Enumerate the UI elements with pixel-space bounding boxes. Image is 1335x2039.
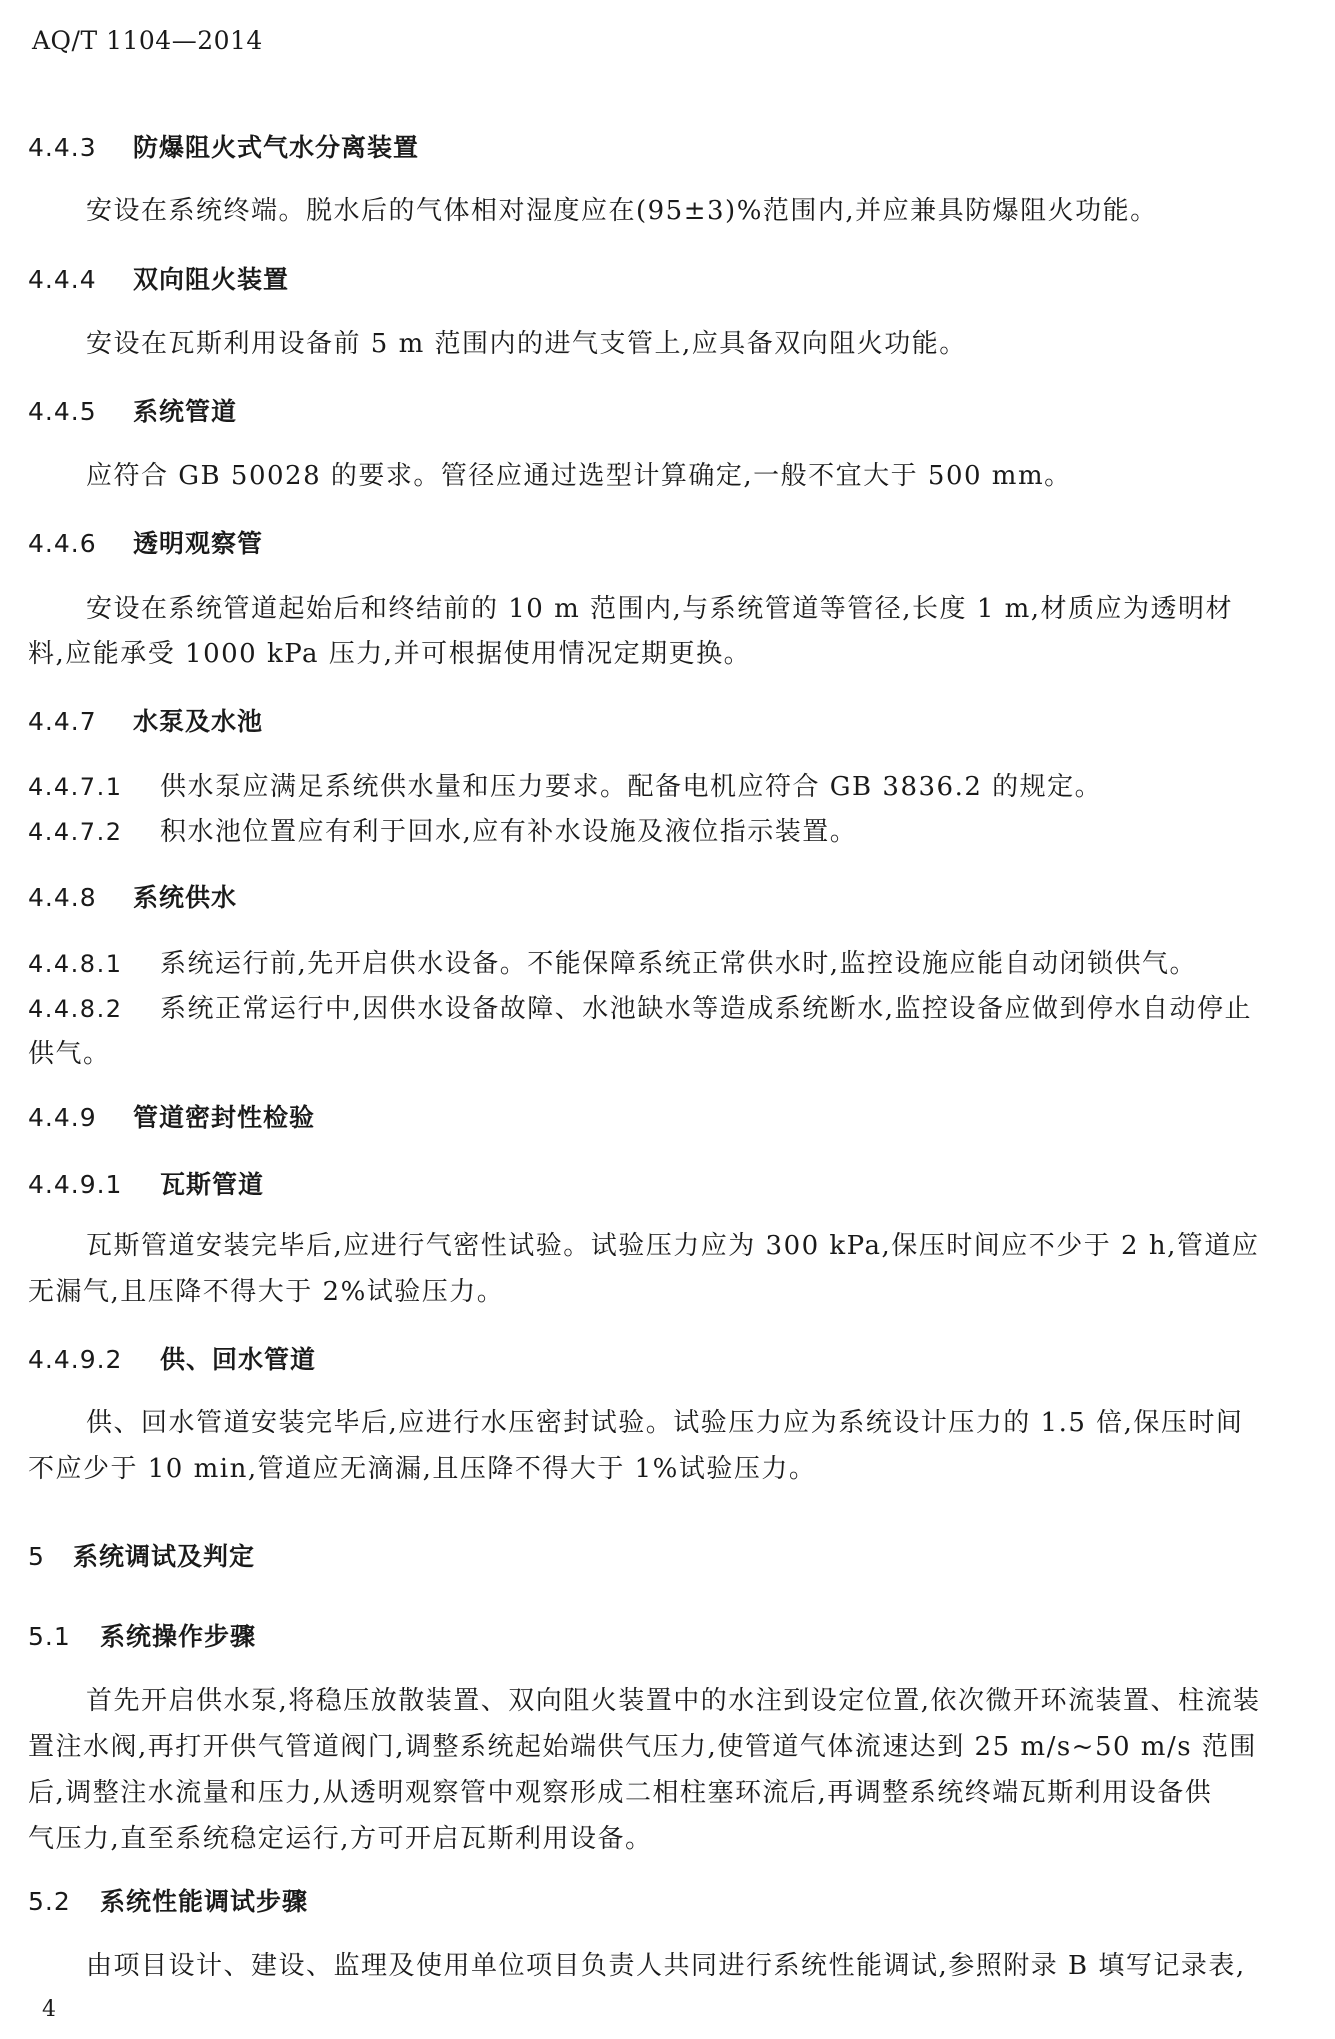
- heading-number: 4.4.5: [28, 397, 97, 426]
- paragraph-line: 安设在系统管道起始后和终结前的 10 m 范围内,与系统管道等管径,长度 1 m,材质应为透明材: [86, 594, 1234, 624]
- heading-title: 管道密封性检验: [133, 1103, 316, 1132]
- heading-4-4-9-2: [28, 1340, 316, 1376]
- clause-4-4-8-2: [28, 988, 1252, 1025]
- page-number: 4: [42, 1997, 56, 2022]
- paragraph-line: 由项目设计、建设、监理及使用单位项目负责人共同进行系统性能调试,参照附录 B 填写记录表,: [86, 1951, 1246, 1981]
- clause-4-4-7-2: [28, 811, 857, 848]
- paragraph-line: 不应少于 10 min,管道应无滴漏,且压降不得大于 1%试验压力。: [28, 1454, 817, 1484]
- paragraph-line: 供、回水管道安装完毕后,应进行水压密封试验。试验压力应为系统设计压力的 1.5 倍,保压时间: [86, 1408, 1244, 1438]
- heading-4-4-9: [28, 1098, 315, 1134]
- paragraph: 安设在瓦斯利用设备前 5 m 范围内的进气支管上,应具备双向阻火功能。: [86, 329, 967, 359]
- heading-4-4-4: [28, 260, 289, 296]
- heading-number: 4.4.9.2: [28, 1345, 123, 1374]
- heading-title: 水泵及水池: [133, 707, 264, 736]
- heading-number: 4.4.9.1: [28, 1170, 123, 1199]
- paragraph: 应符合 GB 50028 的要求。管径应通过选型计算确定,一般不宜大于 500 mm。: [86, 461, 1072, 491]
- heading-number: 5.1: [28, 1622, 71, 1651]
- paragraph-line: 供气。: [28, 1039, 111, 1069]
- clause-number: 4.4.7.2: [28, 818, 123, 846]
- clause-4-4-8-1: [28, 943, 1197, 980]
- heading-number: 5: [28, 1542, 45, 1571]
- heading-4-4-5: [28, 392, 237, 428]
- paragraph-line: 后,调整注水流量和压力,从透明观察管中观察形成二相柱塞环流后,再调整系统终端瓦斯利用设备供: [28, 1778, 1213, 1808]
- heading-4-4-7: [28, 702, 263, 738]
- heading-4-4-3: [28, 128, 419, 164]
- heading-title: 系统调试及判定: [73, 1542, 256, 1571]
- document-header: AQ/T 1104—2014: [32, 26, 263, 55]
- heading-number: 4.4.4: [28, 265, 97, 294]
- paragraph: 安设在系统终端。脱水后的气体相对湿度应在(95±3)%范围内,并应兼具防爆阻火功能。: [86, 196, 1158, 226]
- heading-title: 系统管道: [133, 397, 238, 426]
- heading-title: 双向阻火装置: [133, 265, 290, 294]
- heading-number: 4.4.7: [28, 707, 97, 736]
- clause-text: 积水池位置应有利于回水,应有补水设施及液位指示装置。: [160, 817, 858, 847]
- clause-text: 系统运行前,先开启供水设备。不能保障系统正常供水时,监控设施应能自动闭锁供气。: [160, 949, 1198, 979]
- heading-number: 4.4.8: [28, 883, 97, 912]
- heading-title: 供、回水管道: [160, 1345, 317, 1374]
- heading-number: 4.4.6: [28, 529, 97, 558]
- heading-4-4-6: [28, 524, 263, 560]
- clause-4-4-7-1: [28, 766, 1102, 803]
- heading-5-2: [28, 1882, 308, 1918]
- clause-number: 4.4.8.1: [28, 950, 123, 978]
- heading-number: 4.4.9: [28, 1103, 97, 1132]
- paragraph-line: 置注水阀,再打开供气管道阀门,调整系统起始端供气压力,使管道气体流速达到 25 m/s~50 m/s 范围: [28, 1732, 1257, 1762]
- heading-number: 5.2: [28, 1887, 71, 1916]
- heading-4-4-9-1: [28, 1165, 264, 1201]
- clause-text: 供水泵应满足系统供水量和压力要求。配备电机应符合 GB 3836.2 的规定。: [160, 772, 1103, 802]
- paragraph-line: 料,应能承受 1000 kPa 压力,并可根据使用情况定期更换。: [28, 639, 752, 669]
- heading-title: 系统性能调试步骤: [100, 1887, 309, 1916]
- heading-title: 瓦斯管道: [160, 1170, 265, 1199]
- paragraph-line: 首先开启供水泵,将稳压放散装置、双向阻火装置中的水注到设定位置,依次微开环流装置、柱流装: [86, 1686, 1261, 1716]
- heading-title: 系统操作步骤: [100, 1622, 257, 1651]
- heading-title: 系统供水: [133, 883, 238, 912]
- paragraph-line: 无漏气,且压降不得大于 2%试验压力。: [28, 1277, 505, 1307]
- clause-text: 系统正常运行中,因供水设备故障、水池缺水等造成系统断水,监控设备应做到停水自动停止: [160, 994, 1253, 1024]
- heading-4-4-8: [28, 878, 237, 914]
- clause-number: 4.4.8.2: [28, 995, 123, 1023]
- heading-title: 防爆阻火式气水分离装置: [133, 133, 420, 162]
- paragraph-line: 瓦斯管道安装完毕后,应进行气密性试验。试验压力应为 300 kPa,保压时间应不少于 2 h,管道应: [86, 1231, 1260, 1261]
- clause-number: 4.4.7.1: [28, 773, 123, 801]
- heading-number: 4.4.3: [28, 133, 97, 162]
- paragraph-line: 气压力,直至系统稳定运行,方可开启瓦斯利用设备。: [28, 1824, 653, 1854]
- heading-5-1: [28, 1617, 256, 1653]
- heading-5: [28, 1537, 255, 1573]
- heading-title: 透明观察管: [133, 529, 264, 558]
